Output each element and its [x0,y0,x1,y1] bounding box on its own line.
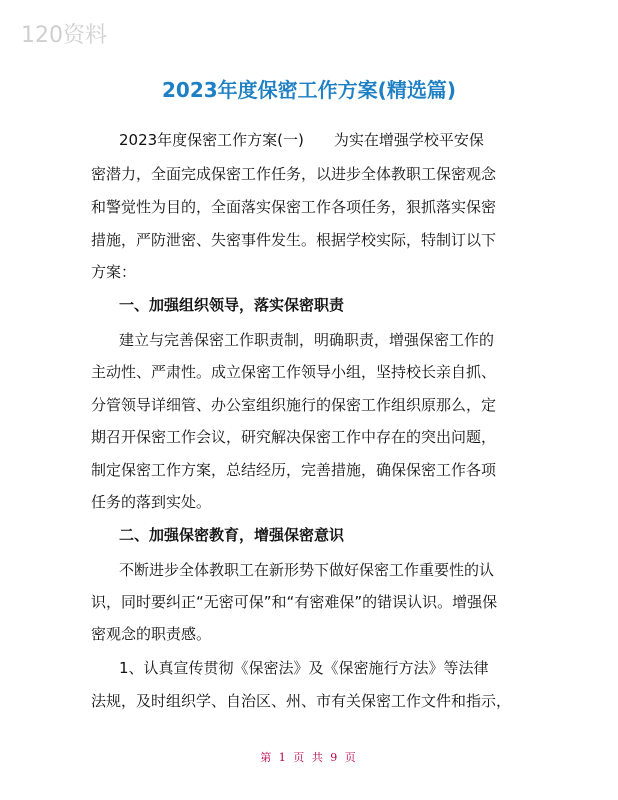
body-line: 制定保密工作方案，总结经历，完善措施，确保保密工作各项 [91,461,497,479]
body-line: 2023年度保密工作方案(一) 为实在增强学校平安保 [119,131,484,149]
body-line: 任务的落到实处。 [91,493,212,511]
section-heading: 二、加强保密教育，增强保密意识 [119,526,345,544]
body-line: 分管领导详细管、办公室组织施行的保密工作组织原那么，定 [91,396,497,414]
page-footer: 第 1 页 共 9 页 [260,751,358,764]
document-title: 2023年度保密工作方案(精选篇) [162,78,456,102]
body-line: 期召开保密工作会议，研究解决保密工作中存在的突出问题， [91,428,497,446]
body-line: 方案： [91,263,137,281]
body-line: 1、认真宣传贯彻《保密法》及《保密施行方法》等法律 [119,659,489,677]
body-line: 措施，严防泄密、失密事件发生。根据学校实际，特制订以下 [91,231,497,249]
body-line: 主动性、严肃性。成立保密工作领导小组，坚持校长亲自抓、 [91,363,497,381]
body-line: 和警觉性为目的，全面落实保密工作各项任务，狠抓落实保密 [91,198,497,216]
section-heading: 一、加强组织领导，落实保密职责 [119,296,345,314]
body-line: 不断进步全体教职工在新形势下做好保密工作重要性的认 [119,561,495,579]
body-line: 密观念的职责感。 [91,625,212,643]
body-line: 密潜力，全面完成保密工作任务，以进步全体教职工保密观念 [91,165,497,183]
body-line: 建立与完善保密工作职责制，明确职责，增强保密工作的 [119,331,495,349]
watermark-logo: 120资料 [21,23,107,48]
body-line: 法规，及时组织学、自治区、州、市有关保密工作文件和指示， [91,692,512,710]
body-line: 识，同时要纠正“无密可保”和“有密难保”的错误认识。增强保 [91,593,498,611]
